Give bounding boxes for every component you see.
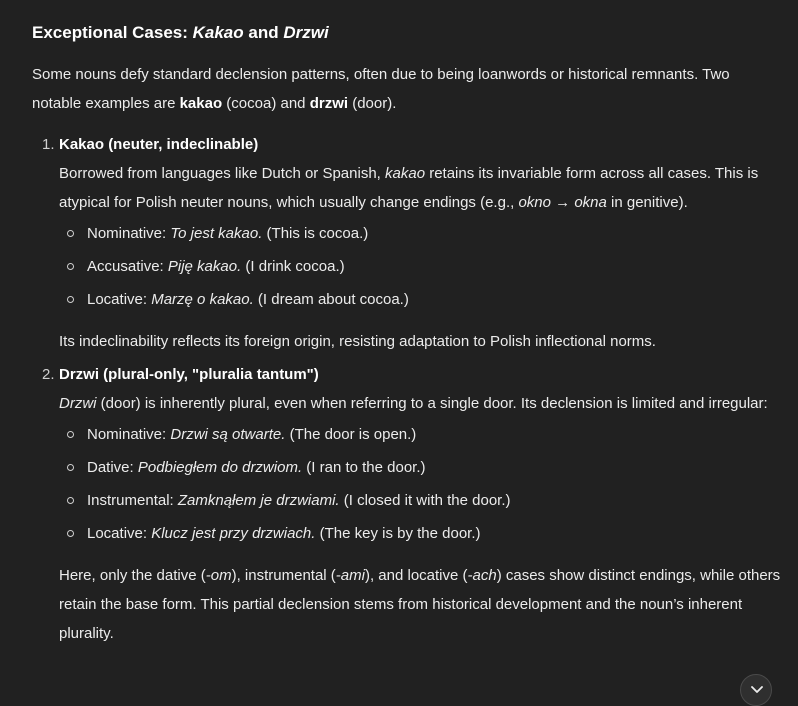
bullet-icon xyxy=(67,431,74,438)
chevron-down-icon xyxy=(750,683,764,697)
list-item: Nominative: To jest kakao. (This is cocoa.) xyxy=(59,219,781,252)
example-list xyxy=(59,219,781,318)
scroll-down-button[interactable] xyxy=(740,674,772,706)
item-description: Drzwi (door) is inherently plural, even when referring to a single door. Its declension is limited and irregular: xyxy=(59,395,768,412)
bullet-icon xyxy=(67,263,74,270)
example-list xyxy=(59,420,781,552)
list-item: Instrumental: Zamknąłem je drzwiami. (I closed it with the door.) xyxy=(59,486,781,519)
list-item: Locative: Marzę o kakao. (I dream about cocoa.) xyxy=(59,285,781,318)
list-item: Locative: Klucz jest przy drzwiach. (The key is by the door.) xyxy=(59,519,781,552)
item-footer: Here, only the dative (-om), instrumental (-ami), and locative (-ach) cases show distinct endings, while others retain the base form. This partial declension stems from historical development and the noun’s inherent plurality. xyxy=(59,567,781,642)
bullet-icon xyxy=(67,530,74,537)
bullet-icon xyxy=(67,497,74,504)
item-title: Drzwi (plural-only, "pluralia tantum") xyxy=(59,366,319,383)
list-number: 2. xyxy=(42,366,55,383)
list-item: Accusative: Piję kakao. (I drink cocoa.) xyxy=(59,252,781,285)
bullet-icon xyxy=(67,230,74,237)
list-item: Nominative: Drzwi są otwarte. (The door is open.) xyxy=(59,420,781,453)
item-footer: Its indeclinability reflects its foreign origin, resisting adaptation to Polish inflectional norms. xyxy=(59,333,656,350)
item-description: Borrowed from languages like Dutch or Spanish, kakao retains its invariable form across all cases. This is atypical for Polish neuter nouns, which usually change endings (e.g., okno → okna in genitive). xyxy=(59,165,759,211)
list-item: Dative: Podbiegłem do drzwiom. (I ran to the door.) xyxy=(59,453,781,486)
item-title: Kakao (neuter, indeclinable) xyxy=(59,136,259,153)
bullet-icon xyxy=(67,296,74,303)
intro-paragraph: Some nouns defy standard declension patterns, often due to being loanwords or historical remnants. Two notable examples are kakao (cocoa) and drzwi (door). xyxy=(32,66,730,112)
list-number: 1. xyxy=(42,136,55,153)
bullet-icon xyxy=(67,464,74,471)
section-heading: Exceptional Cases: Kakao and Drzwi xyxy=(32,23,329,42)
